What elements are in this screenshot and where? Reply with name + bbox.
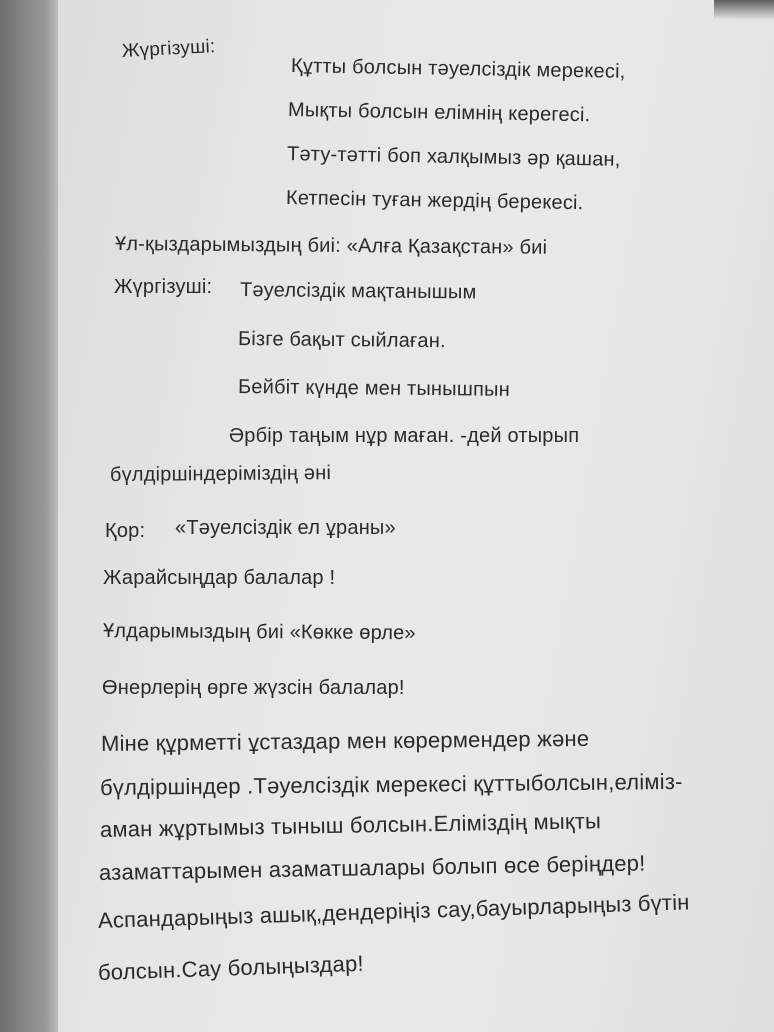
wish-line: Өнерлерің өрге жүзсін балалар!: [102, 677, 405, 699]
boys-dance-announcement: Ұлдарымыздың биі «Көкке өрле»: [102, 620, 416, 645]
closing-line3: аман жұртымыз тыныш болсын.Еліміздің мықты: [99, 808, 602, 842]
host-label-1: Жүргізуші:: [121, 36, 216, 62]
praise-line: Жарайсыңдар балалар !: [103, 567, 336, 589]
choir-song-title: «Тәуелсіздік ел ұраны»: [175, 517, 396, 539]
verse1-line4: Кетпесін туған жердің берекесі.: [285, 187, 584, 215]
final-line2: болсын.Сау болыңыздар!: [97, 950, 365, 985]
page-edge-shadow: [0, 0, 58, 1032]
final-line1: Аспандарыңыз ашық,дендеріңіз сау,бауырларыңыз бүтін: [97, 889, 690, 933]
closing-line1: Міне құрметті ұстаздар мен көрермендер және: [100, 725, 590, 756]
girls-dance-announcement: Ұл-қыздарымыздың биі: «Алға Қазақстан» биі: [114, 233, 548, 259]
verse2-line4: Әрбір таңым нұр маған. -дей отырып: [229, 425, 580, 447]
choir-label: Қор:: [105, 520, 146, 542]
closing-line2: бүлдіршіндер .Тәуелсіздік мерекесі құттыболсын,еліміз-: [99, 768, 683, 800]
verse2-line2: Бізге бақыт сыйлаған.: [237, 328, 446, 353]
page-corner-shadow: [714, 0, 774, 20]
verse1-line3: Тәту-тәтті боп халқымыз әр қашан,: [286, 143, 621, 171]
verse1-line2: Мықты болсын елімнің керегесі.: [287, 99, 591, 127]
verse1-line1: Құтты болсын тәуелсіздік мерекесі,: [290, 55, 626, 83]
verse2-line3: Бейбіт күнде мен тынышпын: [237, 376, 511, 401]
closing-line4: азаматтарымен азаматшалары болып өсе беріңдер!: [98, 850, 646, 885]
song-intro: бүлдіршіндеріміздің әні: [109, 462, 332, 486]
host-label-2: Жүргізуші:: [114, 276, 213, 298]
verse2-line1: Тәуелсіздік мақтанышым: [239, 279, 477, 304]
